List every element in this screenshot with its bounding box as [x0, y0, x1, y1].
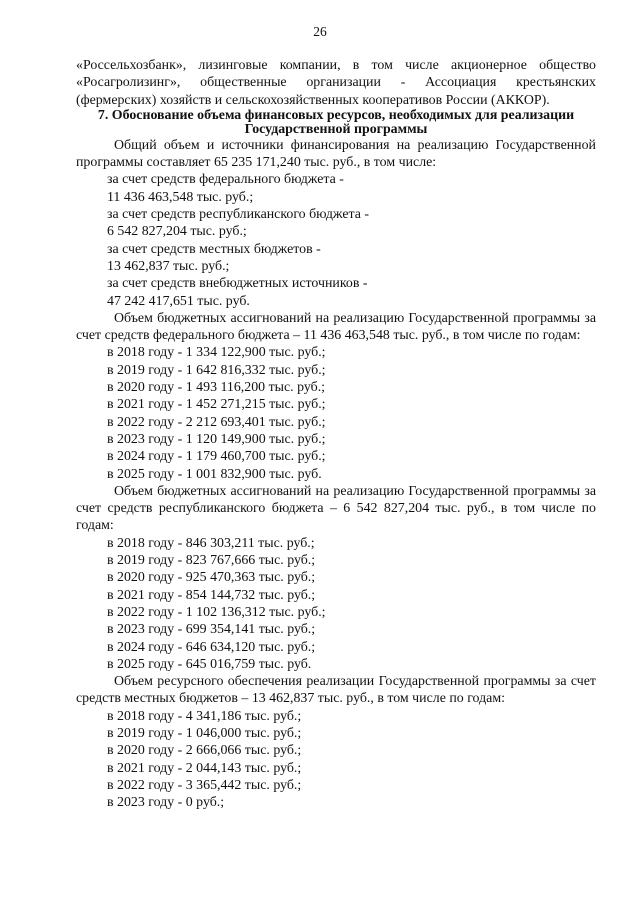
list-item: 6 542 827,204 тыс. руб.; — [107, 224, 247, 240]
list-item: 13 462,837 тыс. руб.; — [107, 258, 230, 274]
list-item: за счет средств федерального бюджета - — [107, 172, 344, 188]
list-item: 11 436 463,548 тыс. руб.; — [107, 189, 254, 205]
list-item: в 2022 году - 2 212 693,401 тыс. руб.; — [107, 414, 326, 430]
list-item: в 2018 году - 846 303,211 тыс. руб.; — [107, 535, 315, 551]
list-item: в 2021 году - 2 044,143 тыс. руб.; — [107, 760, 302, 776]
local-budget-paragraph: Объем ресурсного обеспечения реализации Государственной программы за счет средств местных бюджетов – 13 462,837 тыс. руб., в том числе по годам: — [76, 674, 596, 707]
list-item: в 2022 году - 1 102 136,312 тыс. руб.; — [107, 604, 326, 620]
list-item: в 2018 году - 4 341,186 тыс. руб.; — [107, 708, 302, 724]
intro-paragraph: «Россельхозбанк», лизинговые компании, в том числе акционерное общество «Росагролизинг», общественные организации - Ассоциация крестьянских (фермерских) хозяйств и сельскохозяйственных кооперативов России (АККОР). — [76, 58, 596, 108]
page-number: 26 — [313, 24, 327, 39]
list-item: в 2021 году - 854 144,732 тыс. руб.; — [107, 587, 316, 603]
list-item: в 2023 году - 0 руб.; — [107, 795, 225, 811]
funding-sources-list — [76, 171, 596, 309]
section-heading: 7. Обоснование объема финансовых ресурсов, необходимых для реализации Государственной программы — [97, 107, 575, 137]
federal-years-list — [76, 344, 596, 482]
list-item: в 2019 году - 1 046,000 тыс. руб.; — [107, 725, 302, 741]
list-item: в 2021 году - 1 452 271,215 тыс. руб.; — [107, 397, 326, 413]
list-item: за счет средств местных бюджетов - — [107, 241, 321, 257]
list-item: в 2019 году - 1 642 816,332 тыс. руб.; — [107, 362, 326, 378]
list-item: 47 242 417,651 тыс. руб. — [107, 293, 250, 309]
list-item: в 2022 году - 3 365,442 тыс. руб.; — [107, 777, 302, 793]
local-years-list — [76, 708, 596, 812]
list-item: в 2025 году - 1 001 832,900 тыс. руб. — [107, 466, 322, 482]
list-item: за счет средств внебюджетных источников - — [107, 276, 368, 292]
federal-budget-paragraph: Объем бюджетных ассигнований на реализацию Государственной программы за счет средств федерального бюджета – 11 436 463,548 тыс. руб., в том числе по годам: — [76, 310, 596, 344]
republic-years-list — [76, 535, 596, 673]
list-item: в 2024 году - 646 634,120 тыс. руб.; — [107, 639, 316, 655]
list-item: в 2019 году - 823 767,666 тыс. руб.; — [107, 553, 316, 569]
list-item: в 2024 году - 1 179 460,700 тыс. руб.; — [107, 449, 326, 465]
list-item: в 2018 году - 1 334 122,900 тыс. руб.; — [107, 345, 326, 361]
list-item: в 2020 году - 1 493 116,200 тыс. руб.; — [107, 380, 326, 396]
total-funding-paragraph: Общий объем и источники финансирования на реализацию Государственной программы составляет 65 235 171,240 тыс. руб., в том числе: — [76, 137, 596, 171]
list-item: за счет средств республиканского бюджета - — [107, 207, 369, 223]
list-item: в 2020 году - 925 470,363 тыс. руб.; — [107, 570, 316, 586]
list-item: в 2020 году - 2 666,066 тыс. руб.; — [107, 743, 302, 759]
republic-budget-paragraph: Объем бюджетных ассигнований на реализацию Государственной программы за счет средств республиканского бюджета – 6 542 827,204 тыс. руб., в том числе по годам: — [76, 483, 596, 534]
list-item: в 2023 году - 699 354,141 тыс. руб.; — [107, 622, 316, 638]
list-item: в 2025 году - 645 016,759 тыс. руб. — [107, 656, 312, 672]
list-item: в 2023 году - 1 120 149,900 тыс. руб.; — [107, 431, 326, 447]
document-body — [76, 57, 596, 811]
